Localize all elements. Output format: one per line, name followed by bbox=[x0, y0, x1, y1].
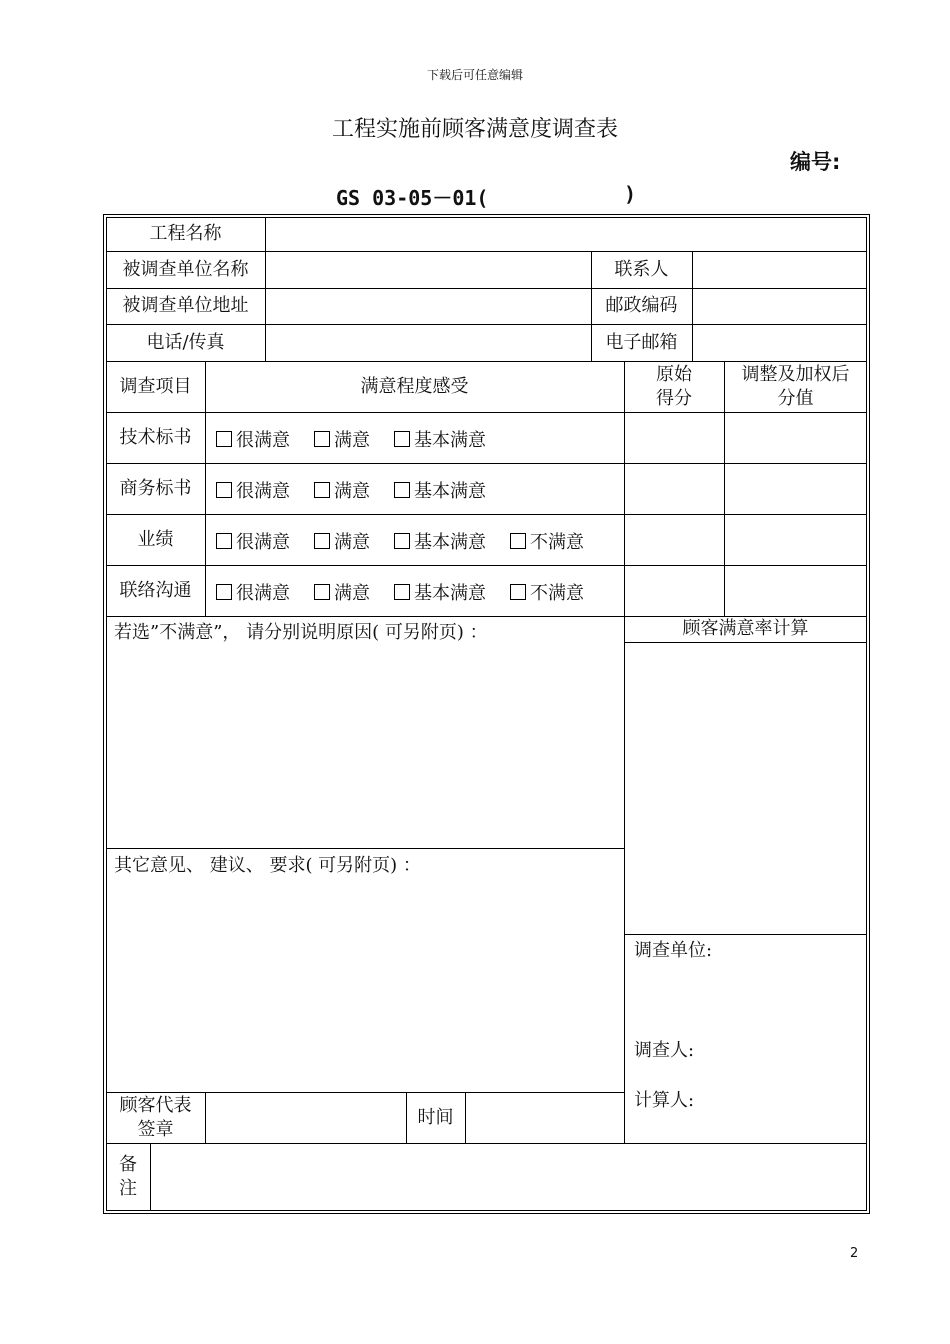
checkbox[interactable] bbox=[394, 584, 410, 600]
option-label: 满意 bbox=[334, 532, 370, 553]
unit-name-label: 被调查单位名称 bbox=[122, 258, 249, 280]
option-satisfied[interactable] bbox=[314, 426, 370, 452]
option-satisfied[interactable] bbox=[314, 477, 370, 503]
option-label: 满意 bbox=[334, 583, 370, 604]
unit-address-label: 被调查单位地址 bbox=[122, 295, 249, 316]
checkbox[interactable] bbox=[216, 584, 232, 600]
survey-item-commercial: 商务标书 bbox=[119, 477, 192, 499]
option-label: 基本满意 bbox=[414, 532, 486, 553]
postcode-label: 邮政编码 bbox=[605, 295, 678, 316]
option-label: 很满意 bbox=[236, 430, 290, 451]
survey-unit-label: 调查单位: bbox=[634, 940, 713, 961]
contact-label: 联系人 bbox=[614, 258, 669, 280]
option-basically-satisfied[interactable] bbox=[394, 477, 486, 503]
checkbox[interactable] bbox=[394, 482, 410, 498]
page-number: 2 bbox=[850, 1246, 859, 1261]
weighted-score-header-line1: 调整及加权后 bbox=[741, 363, 850, 385]
weighted-score-header bbox=[724, 361, 867, 412]
satisfaction-header: 满意程度感受 bbox=[360, 375, 469, 397]
raw-score-header bbox=[624, 361, 724, 412]
customer-rep-line2: 签章 bbox=[137, 1118, 174, 1140]
option-label: 基本满意 bbox=[414, 481, 486, 502]
checkbox[interactable] bbox=[314, 533, 330, 549]
page-title: 工程实施前顾客满意度调查表 bbox=[331, 117, 618, 142]
option-label: 基本满意 bbox=[414, 583, 486, 604]
phone-fax-label: 电话/传真 bbox=[146, 331, 225, 353]
option-dissatisfied[interactable] bbox=[510, 579, 584, 605]
option-basically-satisfied[interactable] bbox=[394, 426, 486, 452]
col-divider bbox=[624, 361, 625, 1143]
customer-rep-line1: 顾客代表 bbox=[119, 1094, 192, 1116]
form-code-close: ) bbox=[624, 182, 637, 206]
checkbox[interactable] bbox=[314, 431, 330, 447]
rate-calc-label: 顾客满意率计算 bbox=[682, 618, 809, 639]
option-label: 基本满意 bbox=[414, 430, 486, 451]
col-divider bbox=[205, 1092, 206, 1143]
option-satisfied[interactable] bbox=[314, 528, 370, 554]
header-note: 下载后可任意编辑 bbox=[426, 68, 523, 82]
option-satisfied[interactable] bbox=[314, 579, 370, 605]
option-basically-satisfied[interactable] bbox=[394, 528, 486, 554]
option-label: 很满意 bbox=[236, 583, 290, 604]
time-label: 时间 bbox=[417, 1106, 454, 1128]
checkbox[interactable] bbox=[510, 584, 526, 600]
checkbox[interactable] bbox=[314, 482, 330, 498]
checkbox[interactable] bbox=[216, 431, 232, 447]
col-divider bbox=[465, 1092, 466, 1143]
option-label: 满意 bbox=[334, 430, 370, 451]
survey-item-communication: 联络沟通 bbox=[119, 579, 192, 601]
remarks-line2: 注 bbox=[119, 1178, 137, 1199]
options-performance bbox=[216, 516, 608, 566]
option-label: 不满意 bbox=[530, 532, 584, 553]
checkbox[interactable] bbox=[510, 533, 526, 549]
weighted-score-header-line2: 分值 bbox=[777, 387, 814, 409]
option-label: 满意 bbox=[334, 481, 370, 502]
options-communication bbox=[216, 567, 608, 617]
remarks-line1: 备 bbox=[119, 1154, 137, 1175]
options-technical bbox=[216, 414, 510, 464]
row-divider bbox=[106, 1143, 867, 1144]
option-very-satisfied[interactable] bbox=[216, 426, 290, 452]
customer-rep-signature-label bbox=[106, 1092, 205, 1143]
email-label: 电子邮箱 bbox=[605, 331, 678, 353]
form-code: GS 03-05－01( bbox=[336, 186, 489, 210]
row-divider bbox=[106, 848, 624, 849]
raw-score-header-line2: 得分 bbox=[656, 387, 692, 409]
option-label: 很满意 bbox=[236, 532, 290, 553]
survey-item-technical: 技术标书 bbox=[119, 426, 192, 448]
col-divider bbox=[150, 1143, 151, 1211]
row-divider bbox=[106, 412, 867, 413]
option-very-satisfied[interactable] bbox=[216, 579, 290, 605]
option-basically-satisfied[interactable] bbox=[394, 579, 486, 605]
calculator-label: 计算人: bbox=[634, 1090, 695, 1111]
survey-item-header: 调查项目 bbox=[119, 375, 192, 397]
col-divider bbox=[265, 217, 266, 361]
other-opinions-prompt: 其它意见、 建议、 要求( 可另附页) ： bbox=[114, 855, 421, 876]
row-divider bbox=[624, 934, 867, 935]
checkbox[interactable] bbox=[314, 584, 330, 600]
raw-score-header-line1: 原始 bbox=[656, 363, 692, 385]
survey-item-performance: 业绩 bbox=[137, 528, 174, 550]
option-label: 很满意 bbox=[236, 481, 290, 502]
col-divider bbox=[692, 251, 693, 361]
options-commercial bbox=[216, 465, 510, 515]
checkbox[interactable] bbox=[216, 533, 232, 549]
row-divider bbox=[624, 642, 867, 643]
option-label: 不满意 bbox=[530, 583, 584, 604]
surveyor-label: 调查人: bbox=[634, 1040, 695, 1061]
checkbox[interactable] bbox=[394, 431, 410, 447]
checkbox[interactable] bbox=[216, 482, 232, 498]
number-label: 编号: bbox=[790, 150, 841, 174]
checkbox[interactable] bbox=[394, 533, 410, 549]
project-name-label: 工程名称 bbox=[149, 223, 222, 244]
option-dissatisfied[interactable] bbox=[510, 528, 584, 554]
dissatisfied-reason-prompt: 若选”不满意”， 请分别说明原因( 可另附页) ： bbox=[114, 622, 488, 643]
option-very-satisfied[interactable] bbox=[216, 528, 290, 554]
option-very-satisfied[interactable] bbox=[216, 477, 290, 503]
remarks-label bbox=[106, 1143, 150, 1211]
